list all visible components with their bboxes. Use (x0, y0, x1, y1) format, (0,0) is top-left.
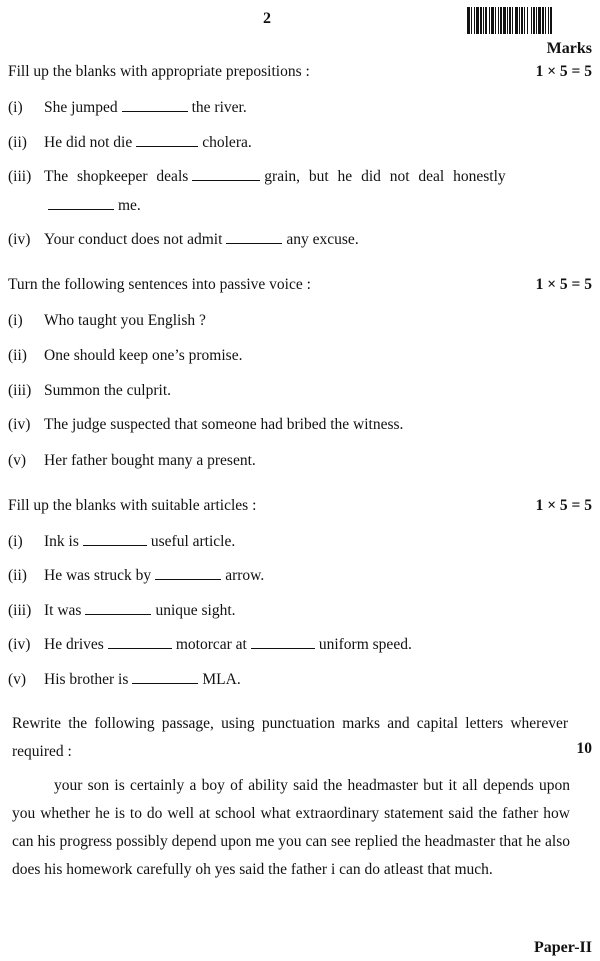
item-text: He drives (44, 636, 104, 653)
q1-item (8, 231, 359, 249)
item-text: arrow. (225, 567, 265, 584)
q3-item (8, 671, 241, 689)
q3-item (8, 636, 412, 654)
q2-heading: Turn the following sentences into passive voice : (8, 276, 311, 293)
q3-item (8, 602, 236, 620)
q3-item (8, 533, 235, 551)
q1-item (8, 134, 252, 152)
answer-blank (251, 636, 315, 649)
item-text: She jumped (44, 99, 118, 116)
item-number: (iv) (8, 231, 31, 248)
q1-item-continuation (48, 197, 141, 215)
item-text: Your conduct does not admit (44, 231, 223, 248)
item-number: (v) (8, 671, 27, 688)
item-text: Her father bought many a present. (44, 452, 256, 469)
q2-item (8, 312, 206, 330)
paper-label: Paper-II (533, 939, 592, 956)
item-number: (iii) (8, 382, 32, 399)
q4-marks: 10 (576, 740, 592, 757)
item-number: (i) (8, 312, 23, 329)
q2-item (8, 382, 171, 400)
q3-marks: 1 × 5 = 5 (535, 497, 592, 514)
answer-blank (132, 671, 198, 684)
item-text: me. (118, 197, 141, 214)
answer-blank (48, 197, 114, 210)
q4-passage (12, 772, 570, 884)
item-text: uniform speed. (318, 636, 412, 653)
q3-heading: Fill up the blanks with suitable articles : (8, 497, 257, 514)
q2-item (8, 416, 403, 434)
item-number: (iv) (8, 636, 31, 653)
item-number: (ii) (8, 347, 27, 364)
item-text: useful article. (150, 533, 236, 550)
answer-blank (192, 168, 260, 181)
item-number: (iii) (8, 602, 32, 619)
item-text: grain, but he did not deal honestly (264, 168, 506, 185)
item-number: (i) (8, 533, 23, 550)
page-number: 2 (263, 10, 271, 27)
q4-heading: Rewrite the following passage, using punctuation marks and capital letters wherever required : (12, 715, 568, 760)
item-text: cholera. (202, 134, 252, 151)
q2-marks: 1 × 5 = 5 (535, 276, 592, 293)
item-number: (v) (8, 452, 27, 469)
answer-blank (108, 636, 172, 649)
item-text: motorcar at (175, 636, 247, 653)
answer-blank (136, 134, 198, 147)
item-text: MLA. (202, 671, 241, 688)
marks-column-heading: Marks (546, 40, 592, 57)
answer-blank (83, 533, 147, 546)
item-text: any excuse. (286, 231, 359, 248)
item-number: (iv) (8, 416, 31, 433)
answer-blank (155, 567, 221, 580)
item-text: His brother is (44, 671, 129, 688)
q1-item (8, 99, 247, 117)
item-number: (ii) (8, 134, 27, 151)
item-number: (iii) (8, 168, 32, 185)
item-text: It was (44, 602, 82, 619)
item-text: Summon the culprit. (44, 382, 172, 399)
item-text: Ink is (44, 533, 79, 550)
item-number: (ii) (8, 567, 27, 584)
item-text: The judge suspected that someone had bribed the witness. (44, 416, 404, 433)
item-text: the river. (191, 99, 247, 116)
passage-text: your son is certainly a boy of ability said the headmaster but it all depends upon you whether he is to do well at school what extraordinary statement said the father how can his progress possibly depend upon me you can see replied the headmaster that he also does his homework carefully oh yes said the father i can do atleast that much. (12, 777, 570, 878)
q1-item (8, 168, 564, 186)
q2-item (8, 452, 256, 470)
barcode (467, 7, 593, 34)
item-text: Who taught you English ? (44, 312, 206, 329)
answer-blank (226, 231, 282, 244)
q2-item (8, 347, 242, 365)
item-number: (i) (8, 99, 23, 116)
answer-blank (85, 602, 151, 615)
q1-heading: Fill up the blanks with appropriate prepositions : (8, 63, 310, 80)
item-text: One should keep one’s promise. (44, 347, 243, 364)
q1-marks: 1 × 5 = 5 (535, 63, 592, 80)
item-text: He was struck by (44, 567, 152, 584)
item-text: He did not die (44, 134, 133, 151)
item-text: The shopkeeper deals (44, 168, 189, 185)
q3-item (8, 567, 264, 585)
item-text: unique sight. (155, 602, 236, 619)
answer-blank (122, 99, 188, 112)
